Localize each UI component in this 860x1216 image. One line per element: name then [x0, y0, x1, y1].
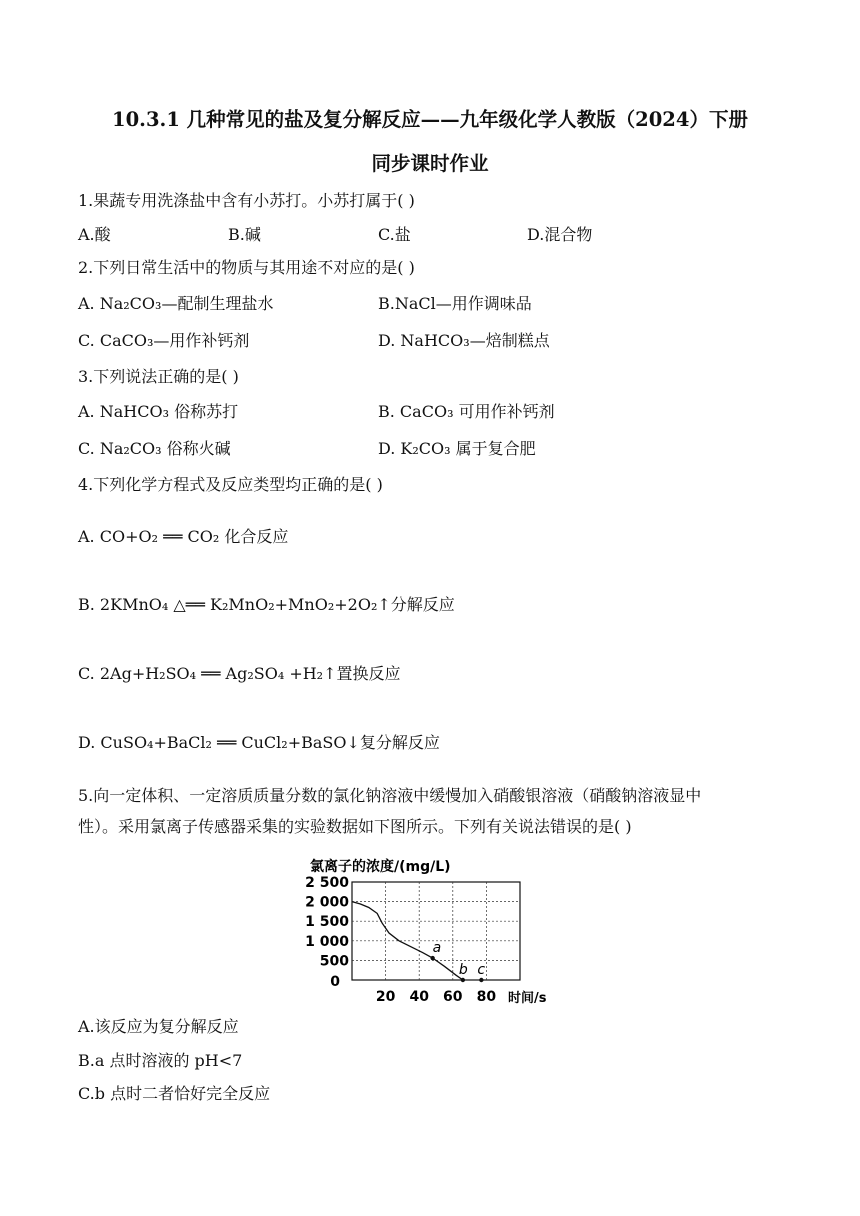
question-2-option-b: B.NaCl—用作调味品	[378, 294, 532, 313]
chart-frame	[352, 882, 520, 980]
chart-point-c	[479, 978, 483, 982]
question-3-stem: 3.下列说法正确的是( )	[78, 367, 239, 386]
chart-point-b	[461, 978, 465, 982]
question-3-option-a: A. NaHCO₃ 俗称苏打	[78, 402, 239, 421]
document-title-line2: 同步课时作业	[371, 152, 489, 175]
chart-point-label-c: c	[477, 962, 486, 978]
question-4-option-c: C. 2Ag+H₂SO₄ ══ Ag₂SO₄ +H₂↑置换反应	[78, 664, 401, 683]
question-2-stem: 2.下列日常生活中的物质与其用途不对应的是( )	[78, 258, 415, 277]
chart-point-label-a: a	[432, 940, 442, 957]
chart-x-tick-label: 60	[443, 989, 463, 1005]
question-1-option-c: C.盐	[378, 225, 411, 244]
question-3-option-b: B. CaCO₃ 可用作补钙剂	[378, 402, 555, 421]
chart-x-tick-label: 20	[375, 989, 396, 1005]
chart-x-tick-label: 80	[476, 989, 497, 1005]
chart-origin-label: 0	[330, 974, 340, 990]
question-2-option-a: A. Na₂CO₃—配制生理盐水	[78, 294, 274, 313]
question-4-stem: 4.下列化学方程式及反应类型均正确的是( )	[78, 475, 383, 494]
chart-x-tick-label: 40	[409, 989, 429, 1005]
question-3-option-d: D. K₂CO₃ 属于复合肥	[378, 439, 536, 458]
chart-y-tick-label: 2 500	[305, 875, 349, 891]
question-4-option-a: A. CO+O₂ ══ CO₂ 化合反应	[78, 527, 289, 546]
question-4-option-b: B. 2KMnO₄ △══ K₂MnO₂+MnO₂+2O₂↑分解反应	[78, 595, 455, 614]
question-5-stem-line1: 5.向一定体积、一定溶质质量分数的氯化钠溶液中缓慢加入硝酸银溶液（硝酸钠溶液显中	[78, 786, 702, 805]
document-title-line1: 10.3.1 几种常见的盐及复分解反应——九年级化学人教版（2024）下册	[112, 108, 748, 131]
question-1-option-a: A.酸	[78, 225, 111, 244]
chart-y-tick-label: 2 000	[305, 894, 349, 911]
question-5-option-b: B.a 点时溶液的 pH<7	[78, 1051, 243, 1070]
question-4-option-d: D. CuSO₄+BaCl₂ ══ CuCl₂+BaSO↓复分解反应	[78, 733, 440, 752]
chart-y-tick-label: 500	[319, 953, 349, 970]
question-2-option-d: D. NaHCO₃—焙制糕点	[378, 331, 550, 350]
question-1-option-b: B.碱	[228, 225, 261, 244]
chloride-concentration-chart	[298, 852, 546, 1007]
chart-y-tick-label: 1 500	[305, 914, 349, 931]
question-2-option-c: C. CaCO₃—用作补钙剂	[78, 331, 250, 350]
chart-point-label-b: b	[458, 962, 468, 978]
question-5-stem-line2: 性）。采用氯离子传感器采集的实验数据如下图所示。下列有关说法错误的是( )	[78, 817, 632, 836]
question-5-option-c: C.b 点时二者恰好完全反应	[78, 1084, 271, 1103]
chart-plot-area	[305, 875, 546, 1006]
question-5-option-a: A.该反应为复分解反应	[78, 1017, 239, 1036]
chart-point-a	[430, 956, 434, 960]
chart-y-tick-label: 1 000	[305, 933, 349, 950]
chart-xlabel: 时间/s	[508, 991, 546, 1006]
question-1-option-d: D.混合物	[527, 225, 593, 244]
question-3-option-c: C. Na₂CO₃ 俗称火碱	[78, 439, 231, 458]
question-1-stem: 1.果蔬专用洗涤盐中含有小苏打。小苏打属于( )	[78, 191, 415, 210]
chart-ylabel: 氯离子的浓度/(mg/L)	[310, 859, 451, 875]
